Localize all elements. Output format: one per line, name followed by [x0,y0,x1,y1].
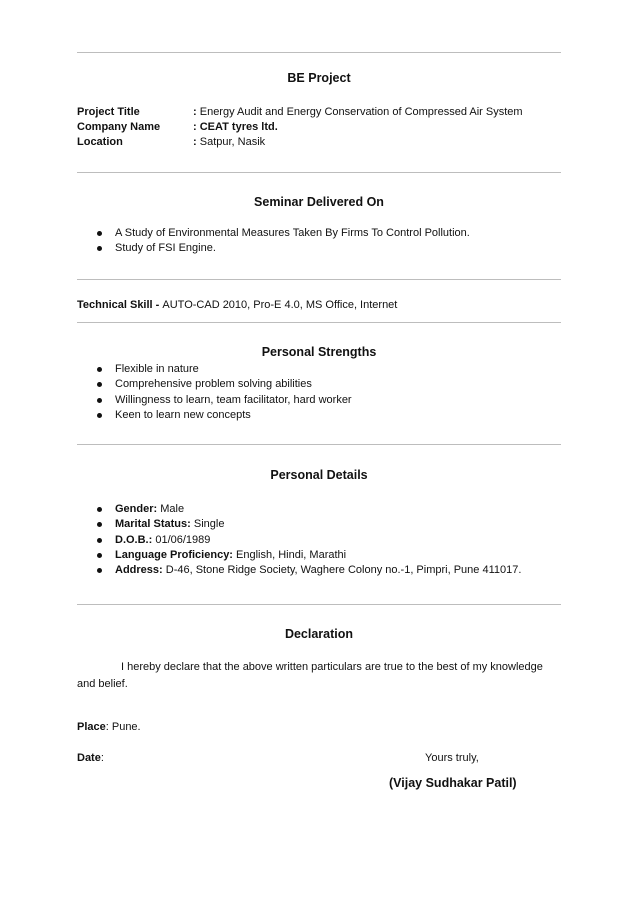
detail-label: Gender: [115,503,158,515]
location-row [77,135,561,149]
technical-skill-value: AUTO-CAD 2010, Pro-E 4.0, MS Office, Internet [162,299,398,311]
separator: : [193,136,200,148]
divider [77,604,561,605]
project-title-label: Project Title [77,106,140,118]
signature-name: (Vijay Sudhakar Patil) [389,776,517,790]
divider [77,172,561,173]
place-label: Place [77,721,106,733]
technical-skill-row [77,298,397,312]
declaration-text: I hereby declare that the above written particulars are true to the best of my knowledge and belief. [77,661,543,690]
list-item: Study of FSI Engine. [96,241,470,256]
location-value-wrap [193,135,265,149]
project-title-value-wrap [193,105,523,119]
date-label: Date [77,752,101,764]
list-item [96,517,521,532]
list-item: Keen to learn new concepts [96,408,352,423]
list-item: A Study of Environmental Measures Taken By Firms To Control Pollution. [96,226,470,241]
company-name-label: Company Name [77,121,161,133]
divider [77,279,561,280]
declaration-heading: Declaration [284,627,354,641]
list-item [96,548,521,563]
company-name-row [77,120,561,134]
strengths-heading: Personal Strengths [261,345,377,359]
detail-label: Address: [115,564,163,577]
divider [77,444,561,445]
closing-text: Yours truly, [425,752,479,764]
detail-value: 01/06/1989 [152,533,211,546]
list-item [96,502,521,517]
company-name-value: CEAT tyres ltd. [199,121,278,133]
personal-details-list [96,502,521,578]
project-title-row [77,105,561,119]
place-row [77,720,141,734]
detail-value: D-46, Stone Ridge Society, Waghere Colony no.-1, Pimpri, Pune 411017. [162,564,522,577]
date-value: : [100,752,104,764]
list-item: Comprehensive problem solving abilities [96,377,352,392]
divider [77,52,561,53]
be-project-heading: BE Project [287,71,351,85]
divider [77,322,561,323]
list-item [96,533,521,548]
separator: : [193,121,200,133]
technical-skill-label: Technical Skill - [77,299,163,311]
detail-value: Male [157,503,185,515]
company-name-value-wrap [193,120,278,134]
seminar-list [96,226,470,257]
date-row [77,751,104,765]
place-value: : Pune. [105,721,141,733]
strengths-list [96,362,352,423]
project-title-value: Energy Audit and Energy Conservation of Compressed Air System [199,106,523,118]
personal-details-heading: Personal Details [270,468,368,482]
list-item [96,563,521,578]
list-item: Flexible in nature [96,362,352,377]
location-label: Location [77,136,123,148]
detail-label: Language Proficiency: [115,548,233,561]
list-item: Willingness to learn, team facilitator, hard worker [96,393,352,408]
detail-value: Single [190,518,225,531]
location-value: Satpur, Nasik [199,136,266,148]
detail-label: D.O.B.: [115,533,153,546]
detail-value: English, Hindi, Marathi [232,548,347,561]
seminar-heading: Seminar Delivered On [254,195,384,209]
detail-label: Marital Status: [115,518,191,531]
separator: : [193,106,200,118]
